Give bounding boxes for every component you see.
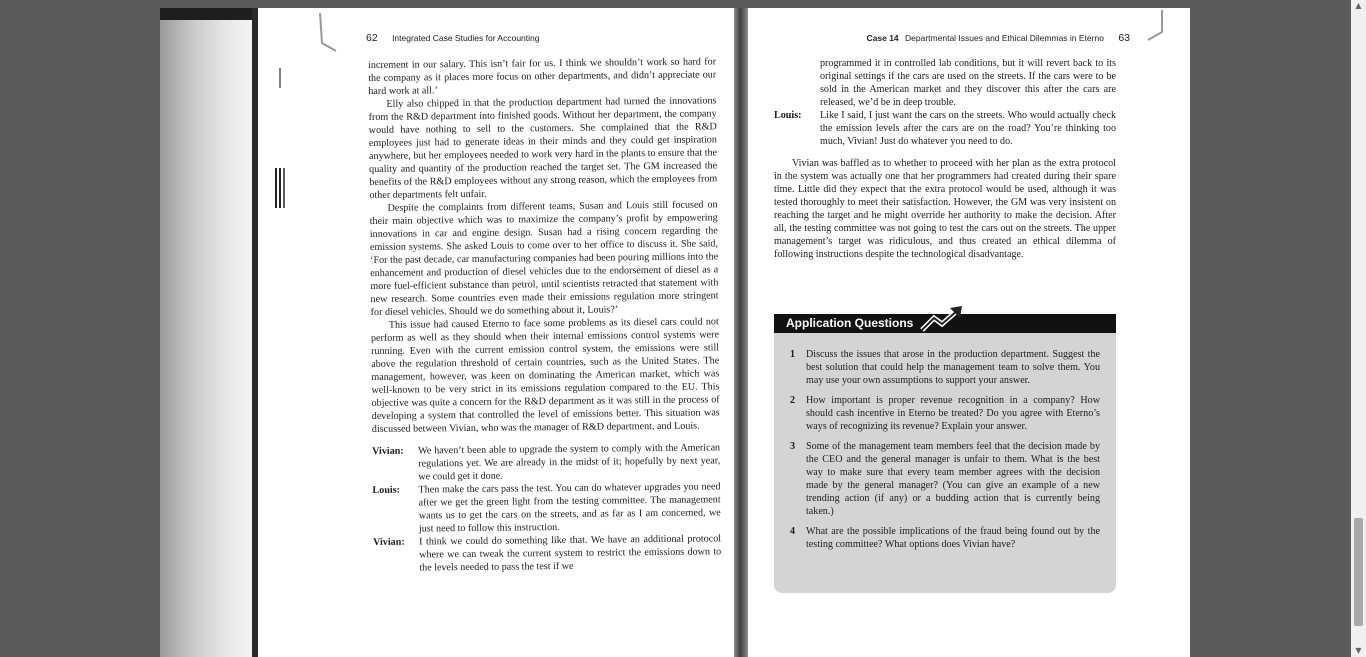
binder-clip-right — [1146, 10, 1166, 46]
question-number: 4 — [790, 526, 796, 537]
right-page-number: 63 — [1118, 32, 1130, 44]
dialogue-line — [373, 532, 721, 575]
left-body-text — [368, 55, 721, 575]
page-edge-marks — [270, 68, 290, 208]
dialogue-text: Like I said, I just want the cars on the streets. Who would actually check the emission levels after the cars are on the road? You’re thinking too much, Vivian! Just do whatever you need to do. — [820, 110, 1116, 147]
left-book-title: Integrated Case Studies for Accounting — [392, 33, 540, 43]
right-case-title: Departmental Issues and Ethical Dilemmas in Eterno — [905, 33, 1104, 43]
scanned-spread — [160, 8, 1190, 657]
paragraph: increment in our salary. This isn’t fair for us. I think we shouldn’t work so hard for the company as it places more focus on other departments, and didn’t appreciate our hard work at all.’ — [368, 56, 717, 97]
question-number: 1 — [790, 349, 796, 360]
paragraph: Elly also chipped in that the production department had turned the innovations from the R&D department into finished goods. Without her department, the company would have nothing to sell to the customers. She complained that the R&D employees just had to generate ideas in their minds and they could get inspiration anywhere, but her employees needed to work very hard in the plants to ensure that the quality and quantity of the production reached the target set. The GM increased the benefits of the R&D employees without any strong reason, which the employees from other departments felt unfair. — [368, 95, 718, 201]
dialogue-text: We haven’t been able to upgrade the system to comply with the American regulations yet. We are already in the midst of it; hopefully by next year, we could get it done. — [418, 442, 721, 483]
binding-shadow-left — [160, 8, 252, 657]
speaker-name: Louis: — [372, 484, 401, 496]
scroll-thumb[interactable] — [1354, 518, 1363, 626]
dialogue-text: I think we could do something like that. We have an additional protocol where we can tweak the current system to restrict the emissions down to the levels needed to pass the test if we — [419, 533, 722, 574]
scroll-up-icon[interactable]: ▲ — [1355, 1, 1362, 10]
binder-clip-left — [318, 13, 338, 53]
question-item — [790, 348, 1100, 387]
question-item — [790, 440, 1100, 518]
book-gutter — [734, 8, 748, 657]
dialogue-line — [372, 441, 720, 484]
paragraph: This issue had caused Eterno to face some problems as its diesel cars could not perform as well as they should when their internal emissions control systems were running. Even with the current emission control system, the emissions were still above the regulation threshold of certain countries, such as the United States. The management, however, was keen on dominating the American market, which was well-known to be very strict in its emissions regulation compared to the EU. This objective was quite a concern for the R&D department as it was still in the process of developing a system that controlled the level of emissions better. This situation was discussed between Vivian, who was the manager of R&D department, and Louis. — [370, 316, 720, 435]
dialogue-line — [774, 109, 1116, 148]
scroll-down-icon[interactable]: ▼ — [1355, 646, 1362, 655]
binding-strip — [252, 8, 258, 657]
paragraph: Vivian was baffled as to whether to proceed with her plan as the extra protocol in the system was actually one that her programmers had created during their spare time. Little did they expect that the extra protocol would be used, although it was tested thoroughly to meet their satisfaction. However, the GM was very insistent on reaching the target and he might override her authority to make the decision. After all, the testing committee was not going to test the cars out on the streets. The upper management’s target was ridiculous, and thus created an ethical dilemma of following instructions despite the technological disadvantage. — [774, 158, 1116, 260]
question-text: What are the possible implications of the fraud being found out by the testing committee? What options does Vivian have? — [806, 526, 1100, 550]
left-running-head — [366, 32, 540, 44]
left-page — [360, 8, 720, 657]
application-questions-title: Application Questions — [774, 314, 1116, 333]
question-number: 3 — [790, 441, 796, 452]
question-text: Discuss the issues that arose in the production department. Suggest the best solution that could help the management team to solve them. You may use your own assumptions to support your answer. — [806, 349, 1100, 386]
binding-top-edge — [160, 8, 252, 20]
application-questions-list — [790, 348, 1100, 558]
case-label: Case 14 — [866, 33, 899, 43]
left-page-number: 62 — [366, 32, 378, 44]
question-item — [790, 525, 1100, 551]
right-running-head — [867, 32, 1130, 44]
dialogue-line — [372, 480, 721, 536]
question-text: How important is proper revenue recognition in a company? How should cash incentive in Eterno be treated? Do you agree with Eterno’s ways of recognizing its revenue? Explain your answer. — [806, 395, 1100, 432]
right-page — [770, 8, 1130, 657]
question-text: Some of the management team members feel that the decision made by the CEO and the general manager is unfair to them. What is the best way to make sure that every team member agrees with the decision made by the general manager? (You can give an example of a new trending action (if any) or a budding action that is currently being taken.) — [806, 441, 1100, 517]
dialogue-continuation: programmed it in controlled lab conditions, but it will revert back to its original settings if the cars are used on the streets. If the cars were to be sold in the American market and they discover this after the cars are released, we’d be in deep trouble. — [820, 58, 1116, 108]
speaker-name: Vivian: — [373, 536, 405, 548]
dialogue-text: Then make the cars pass the test. You can do whatever upgrades you need after we get the green light from the testing committee. The management wants us to get the cars on the streets, and as far as I am concerned, we just need to follow this instruction. — [418, 481, 721, 535]
question-number: 2 — [790, 395, 796, 406]
speaker-name: Louis: — [774, 110, 802, 121]
right-body-text — [774, 57, 1116, 261]
question-item — [790, 394, 1100, 433]
speaker-name: Vivian: — [372, 445, 404, 457]
vertical-scrollbar[interactable] — [1351, 0, 1366, 657]
paragraph: Despite the complaints from different teams, Susan and Louis still focused on their main objective which was to maximize the company’s profit by empowering innovations in car and engine design. Susan had a rising concern regarding the emission systems. She asked Louis to come over to her office to discuss it. She said, ‘For the past decade, car manufacturing companies had been pouring millions into the enhancement and production of diesel vehicles due to the endorsement of diesel as a more fuel-efficient substance than petrol, until scientists retracted that statement with new research. Some countries even made their emissions regulation more stringent for diesel vehicles. Should we do something about it, Louis?’ — [369, 199, 719, 318]
trend-arrow-icon — [920, 306, 966, 334]
